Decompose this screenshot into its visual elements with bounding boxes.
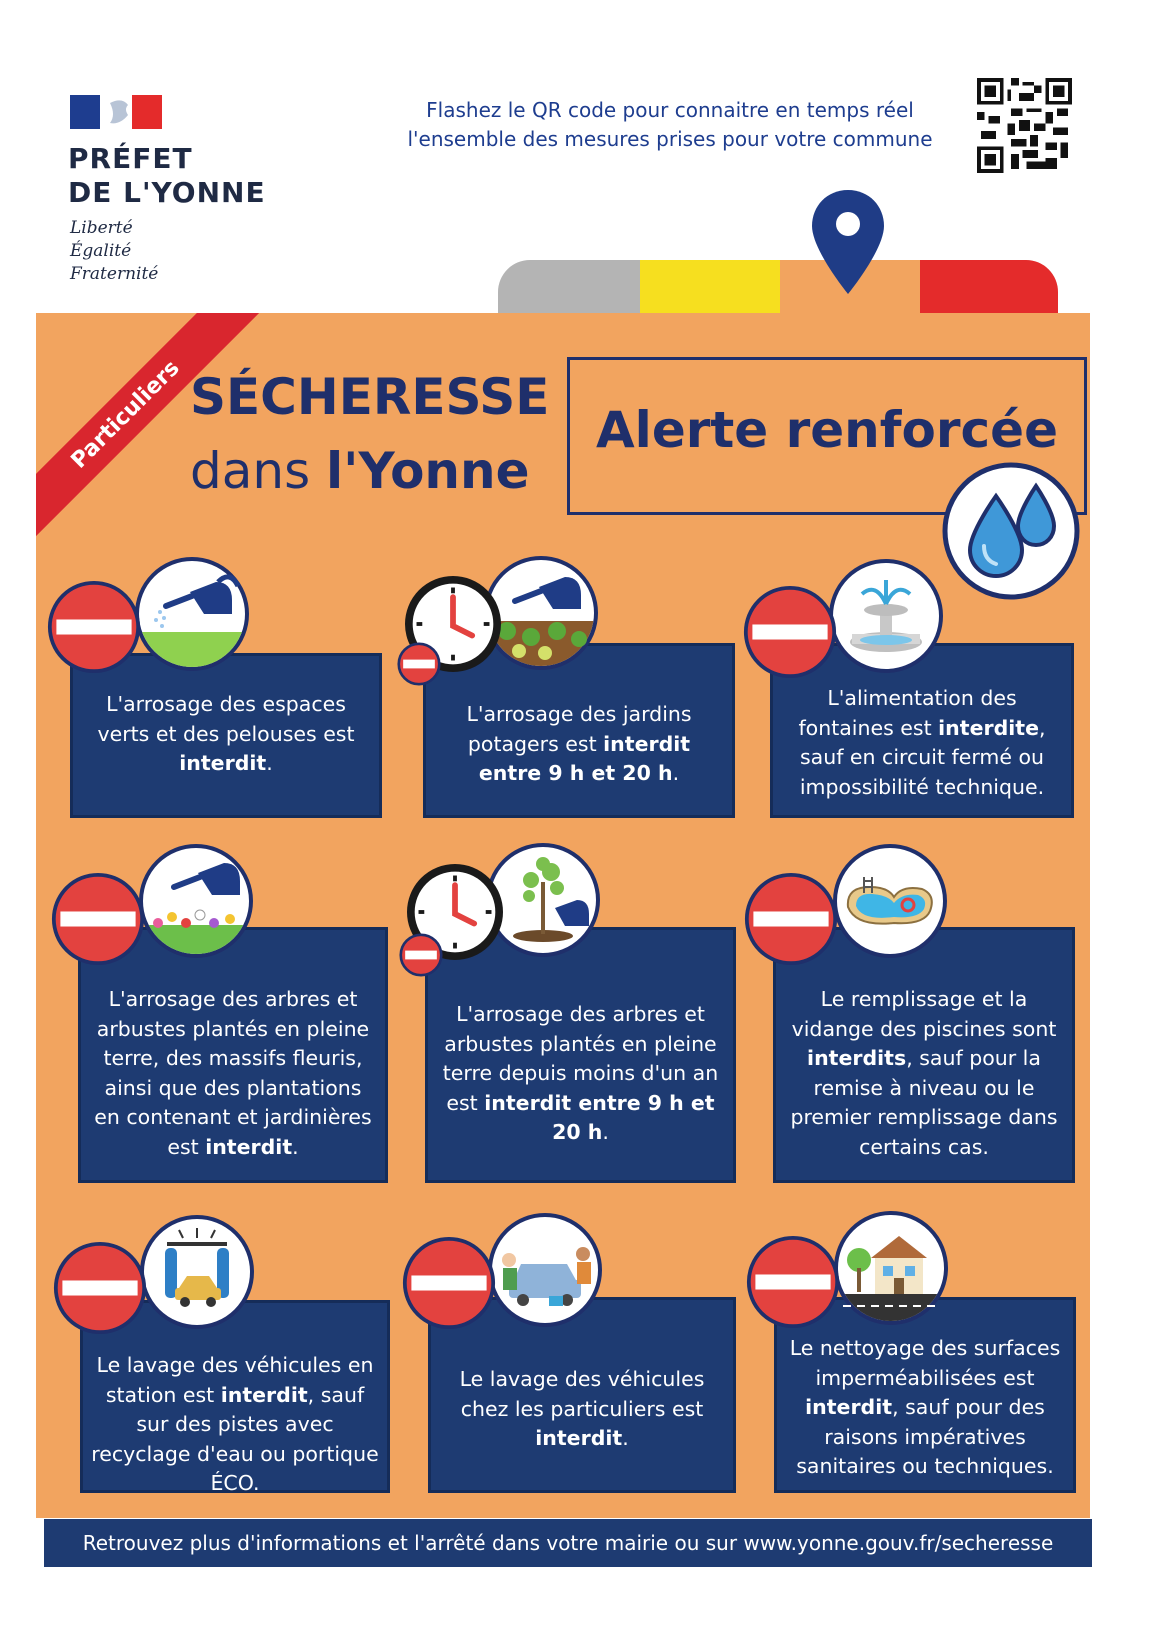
rule-text-segment: L'arrosage des espaces verts et des pelouses est [97,692,355,746]
rule-text-bold: interdits [807,1046,907,1070]
no-entry-icon [53,1241,147,1335]
rule-text [91,1351,379,1499]
rule-text-segment: L'alimentation des fontaines est [798,686,1017,740]
rule-text-bold: interdit [205,1134,293,1159]
no-entry-small-icon [397,642,441,686]
title-secheresse: SÉCHERESSE [190,368,550,426]
flowerbed-watering-can-icon [138,843,254,959]
rule-text-segment: . [602,1120,609,1144]
rule-text [434,700,724,789]
rule-text-segment: . [672,761,680,785]
no-entry-icon [47,580,141,674]
footer-banner [44,1519,1092,1567]
alert-level-text: Alerte renforcée [595,401,1058,459]
rule-text [89,985,377,1162]
rule-text-segment: L'arrosage des arbres et arbustes plantés en pleine terre depuis moins d'un an est [442,1002,719,1115]
rule-text [81,690,371,779]
no-entry-icon [51,872,145,966]
prefet-line-1: PRÉFET [68,142,193,175]
rule-card-arbres-recents [425,927,736,1183]
audience-ribbon: Particuliers [36,313,269,558]
rule-text-bold: interdite [938,715,1039,740]
no-entry-icon [746,1235,840,1329]
prefet-title [68,142,266,210]
prefet-line-2: DE L'YONNE [68,176,266,209]
rule-text-bold: interdit [805,1395,893,1419]
qr-code-icon[interactable] [977,78,1072,173]
devise-fraternite: Fraternité [70,264,159,284]
rule-text-segment: Le nettoyage des surfaces imperméabilisées est [789,1336,1061,1390]
level-stripe-alerte [640,260,780,315]
rule-text-segment: , sauf pour des raisons impératives sanitaires ou techniques. [796,1395,1054,1478]
home-car-wash-icon [487,1212,603,1328]
rule-text-segment: . [292,1134,299,1159]
rule-text-bold: interdit entre 9 h et 20 h [478,731,691,785]
rule-text [439,1365,725,1454]
rule-text-bold: interdit [535,1426,623,1450]
title-yonne-prefix: dans [190,442,327,500]
qr-text-line-2: l'ensemble des mesures prises pour votre commune [407,127,933,151]
car-wash-station-icon [139,1214,255,1330]
level-stripe-crise [920,260,1058,315]
rule-text-segment: , sauf pour la remise à niveau ou le premier remplissage dans certains cas. [790,1046,1058,1159]
water-drops-icon [940,460,1082,602]
rule-text-segment: . [622,1426,629,1450]
no-entry-icon [743,585,837,679]
fountain-icon [828,558,944,674]
rule-text-segment: L'arrosage des jardins potagers est [466,702,692,756]
rule-text [436,1000,725,1148]
rule-text-segment: Le remplissage et la vidange des piscines sont [791,987,1057,1041]
no-entry-icon [402,1236,496,1330]
house-pavement-icon [833,1210,949,1326]
rule-text-bold: interdit entre 9 h et 20 h [484,1090,715,1144]
swimming-pool-icon [832,843,948,959]
rule-text-bold: interdit [179,751,267,775]
no-entry-icon [744,872,838,966]
rule-text-segment: L'arrosage des arbres et arbustes plantés en pleine terre, des massifs fleuris, ainsi que des plantations en contenant et jardinières est [94,987,372,1159]
devise-egalite: Égalité [70,241,132,261]
rule-text [784,985,1064,1162]
rule-text-segment: . [266,751,273,775]
rule-card-espaces-verts [70,653,382,818]
rule-text-segment: , sauf en circuit fermé ou impossibilité technique. [799,715,1046,799]
devise-liberte: Liberté [70,218,133,238]
rule-text [785,1334,1065,1482]
title-yonne [190,442,530,500]
qr-text-line-1: Flashez le QR code pour connaitre en temps réel [426,98,914,122]
lawn-watering-can-icon [134,556,250,672]
footer-info-text[interactable]: Retrouvez plus d'informations et l'arrêté dans votre mairie ou sur www.yonne.gouv.fr/secheresse [82,1531,1054,1555]
no-entry-small-icon [399,933,443,977]
devise [70,217,158,286]
qr-instructions [380,96,960,154]
marianne-flag-logo [70,95,162,129]
rule-text [781,684,1063,802]
location-pin-icon [808,188,888,298]
level-stripe-vigilance [498,260,640,315]
rule-text-segment: Le lavage des véhicules en station est [96,1353,374,1407]
rule-text-bold: interdit [220,1382,308,1407]
rule-text-segment: Le lavage des véhicules chez les particuliers est [459,1367,705,1421]
rule-text-segment: , sauf sur des pistes avec recyclage d'eau ou portique ÉCO. [91,1382,379,1495]
title-yonne-bold: l'Yonne [326,442,530,500]
